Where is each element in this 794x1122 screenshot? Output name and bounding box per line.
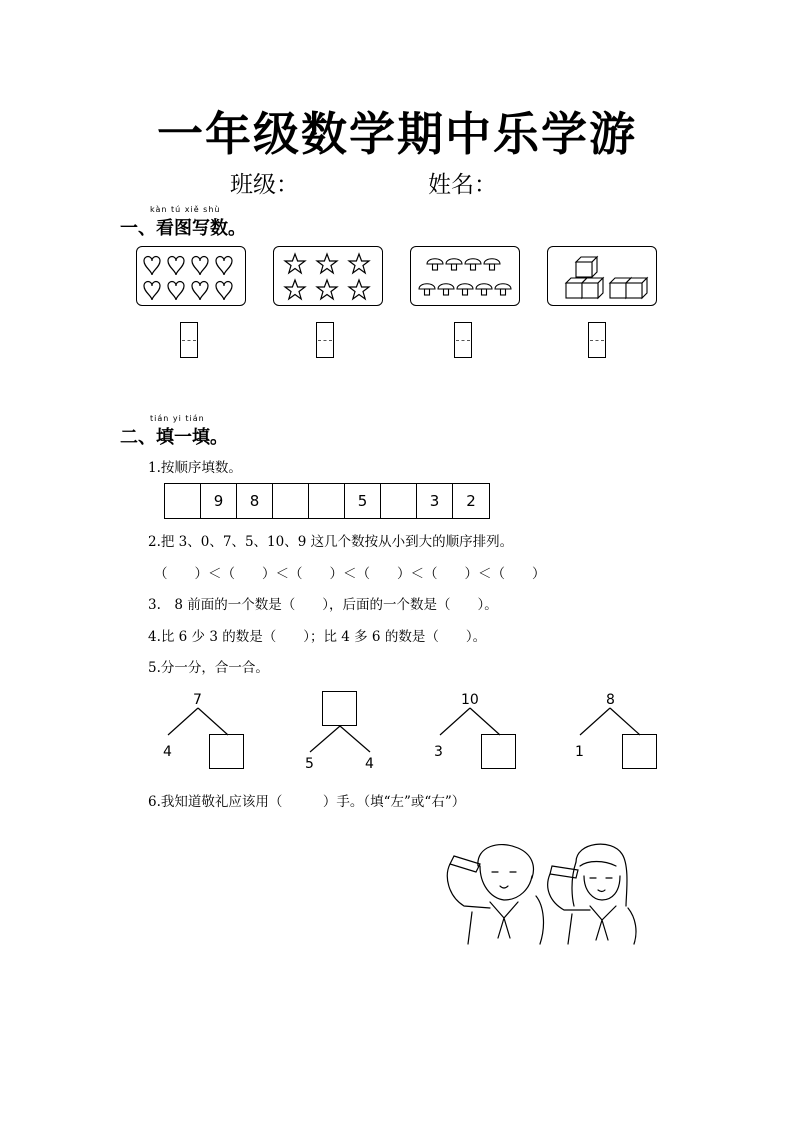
- sequence-cell: 8: [237, 484, 273, 518]
- question-4: 4.比 6 少 3 的数是（ ）；比 4 多 6 的数是（ ）。: [148, 629, 487, 645]
- class-label: 班级：: [230, 172, 299, 198]
- sequence-cell: 2: [466, 492, 476, 510]
- tree-3-right-box[interactable]: [481, 734, 516, 769]
- tree-1-left: 4: [163, 744, 172, 760]
- sequence-cell: 3: [417, 484, 453, 518]
- question-5: 5.分一分，合一合。: [148, 660, 269, 676]
- section1-heading: 一、看图写数。: [120, 218, 246, 239]
- question-1: 1.按顺序填数。: [148, 460, 242, 476]
- tree-1-top: 7: [193, 692, 202, 708]
- tree-2-left: 5: [305, 756, 314, 772]
- section1-pinyin: kàn tú xiě shù: [150, 205, 221, 214]
- tree-2-top-box[interactable]: [322, 691, 357, 726]
- tree-4-right-box[interactable]: [622, 734, 657, 769]
- section2-pinyin: tián yi tián: [150, 414, 205, 423]
- tree-3-left: 3: [434, 744, 443, 760]
- section2-heading: 二、填一填。: [120, 427, 228, 448]
- question-2-blanks[interactable]: （ ）＜（ ）＜（ ）＜（ ）＜（ ）＜（ ）: [154, 566, 546, 582]
- sequence-cell: 5: [345, 484, 381, 518]
- tree-3-top: 10: [461, 692, 479, 708]
- tree-2-right: 4: [365, 756, 374, 772]
- tree-1-right-box[interactable]: [209, 734, 244, 769]
- name-label: 姓名：: [428, 172, 497, 198]
- question-3: 3. 8 前面的一个数是（ ），后面的一个数是（ ）。: [148, 597, 498, 613]
- tree-4-left: 1: [575, 744, 584, 760]
- tree-4-top: 8: [606, 692, 615, 708]
- sequence-cell: 9: [201, 484, 237, 518]
- question-6: 6.我知道敬礼应该用（ ）手。（填“左”或“右”）: [148, 794, 466, 810]
- page-title: 一年级数学期中乐学游: [157, 107, 637, 161]
- question-2: 2.把 3、0、7、5、10、9 这几个数按从小到大的顺序排列。: [148, 534, 514, 550]
- saluting-children-illustration: [440, 836, 640, 946]
